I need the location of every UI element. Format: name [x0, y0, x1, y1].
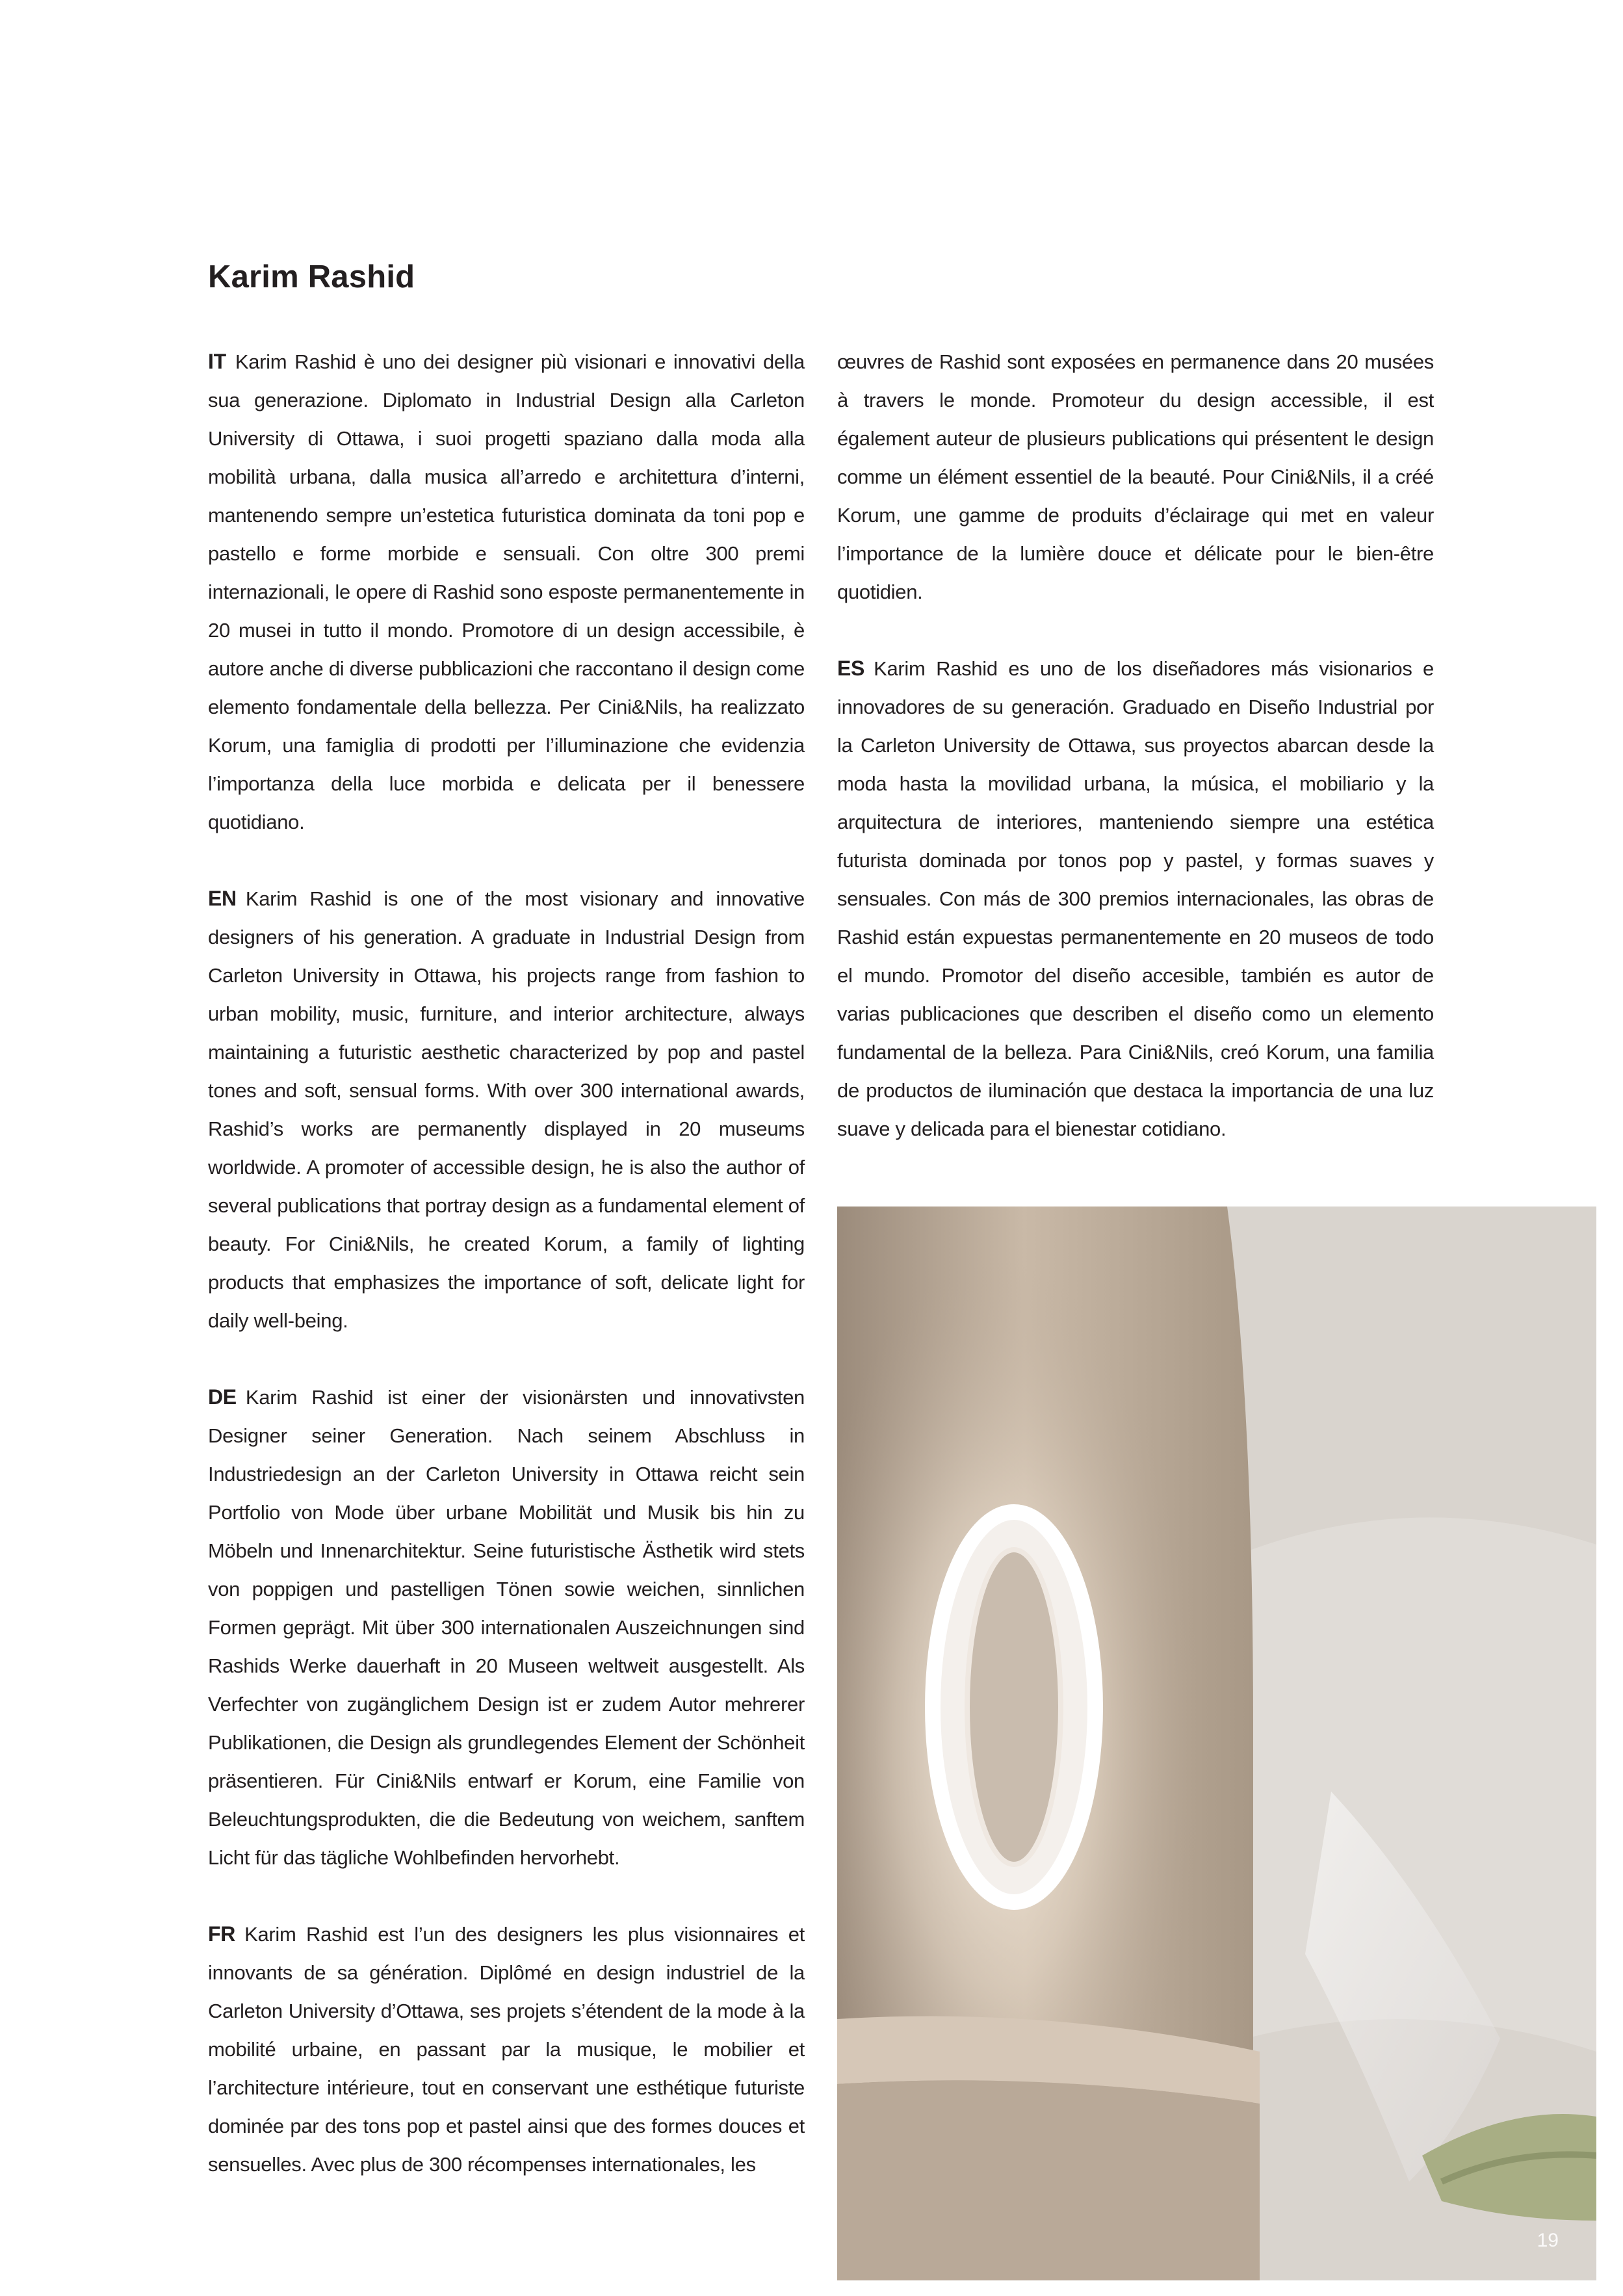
section-fr-continued	[837, 343, 1434, 611]
lang-code-en: EN	[208, 887, 237, 910]
section-fr-text-part1: Karim Rashid est l’un des designers les plus visionnaires et innovants de sa génération. Diplômé en design industriel de la Carleton University d’Ottawa, ses projets s’étendent de la mode à la mobilité urbaine, en passant par la musique, le mobilier et l’architecture intérieure, tout en conservant une esthétique futuriste dominée par des tons pop et pastel ainsi que des formes douces et sensuelles. Avec plus de 300 récompenses internationales, les	[208, 1923, 805, 2176]
section-fr-text-part2: œuvres de Rashid sont exposées en permanence dans 20 musées à travers le monde. Promoteur du design accessible, il est également auteur de plusieurs publications qui présentent le design comme un élément essentiel de la beauté. Pour Cini&Nils, il a créé Korum, une gamme de produits d’éclairage qui met en valeur l’importance de la lumière douce et délicate pour le bien-être quotidien.	[837, 350, 1434, 603]
page-title: Karim Rashid	[208, 259, 415, 294]
section-de	[208, 1378, 805, 1877]
product-photo	[837, 1207, 1596, 2280]
text-column-left	[208, 343, 805, 2222]
lang-code-de: DE	[208, 1385, 237, 1409]
section-es-text: Karim Rashid es uno de los diseñadores más visionarios e innovadores de su generación. Graduado en Diseño Industrial por la Carleton University de Ottawa, sus proyectos abarcan desde la moda hasta la movilidad urbana, la música, el mobiliario y la arquitectura de interiores, manteniendo siempre una estética futurista dominada por tonos pop y pastel, y formas suaves y sensuales. Con más de 300 premios internacionales, las obras de Rashid están expuestas permanentemente en 20 museos de todo el mundo. Promotor del diseño accesible, también es autor de varias publicaciones que describen el diseño como un elemento fundamental de la belleza. Para Cini&Nils, creó Korum, una familia de productos de iluminación que destaca la importancia de una luz suave y delicada para el bienestar cotidiano.	[837, 657, 1434, 1140]
section-fr	[208, 1915, 805, 2184]
section-es	[837, 649, 1434, 1148]
lang-code-it: IT	[208, 350, 226, 373]
lang-code-fr: FR	[208, 1922, 236, 1946]
section-en	[208, 880, 805, 1340]
lang-code-es: ES	[837, 657, 865, 680]
section-it	[208, 343, 805, 841]
page-number: 19	[1537, 2230, 1559, 2251]
korum-lamp-scene	[837, 1207, 1596, 2280]
section-it-text: Karim Rashid è uno dei designer più visionari e innovativi della sua generazione. Diplomato in Industrial Design alla Carleton University di Ottawa, i suoi progetti spaziano dalla moda alla mobilità urbana, dalla musica all’arredo e architettura d’interni, mantenendo sempre un’estetica futuristica dominata da toni pop e pastello e forme morbide e sensuali. Con oltre 300 premi internazionali, le opere di Rashid sono esposte permanentemente in 20 musei in tutto il mondo. Promotore di un design accessibile, è autore anche di diverse pubblicazioni che raccontano il design come elemento fondamentale della bellezza. Per Cini&Nils, ha realizzato Korum, una famiglia di prodotti per l’illuminazione che evidenzia l’importanza della luce morbida e delicata per il benessere quotidiano.	[208, 350, 805, 833]
section-en-text: Karim Rashid is one of the most visionary and innovative designers of his generation. A graduate in Industrial Design from Carleton University in Ottawa, his projects range from fashion to urban mobility, music, furniture, and interior architecture, always maintaining a futuristic aesthetic characterized by pop and pastel tones and soft, sensual forms. With over 300 international awards, Rashid’s works are permanently displayed in 20 museums worldwide. A promoter of accessible design, he is also the author of several publications that portray design as a fundamental element of beauty. For Cini&Nils, he created Korum, a family of lighting products that emphasizes the importance of soft, delicate light for daily well-being.	[208, 887, 805, 1332]
text-column-right	[837, 343, 1434, 1186]
section-de-text: Karim Rashid ist einer der visionärsten und innovativsten Designer seiner Generation. Nach seinem Abschluss in Industriedesign an der Carleton University in Ottawa reicht sein Portfolio von Mode über urbane Mobilität und Musik bis hin zu Möbeln und Innenarchitektur. Seine futuristische Ästhetik wird stets von poppigen und pastelligen Tönen sowie weichen, sinnlichen Formen geprägt. Mit über 300 internationalen Auszeichnungen sind Rashids Werke dauerhaft in 20 Museen weltweit ausgestellt. Als Verfechter von zugänglichem Design ist er zudem Autor mehrerer Publikationen, die Design als grundlegendes Element der Schönheit präsentieren. Für Cini&Nils entwarf er Korum, eine Familie von Beleuchtungsprodukten, die die Bedeutung von weichem, sanftem Licht für das tägliche Wohlbefinden hervorhebt.	[208, 1386, 805, 1869]
